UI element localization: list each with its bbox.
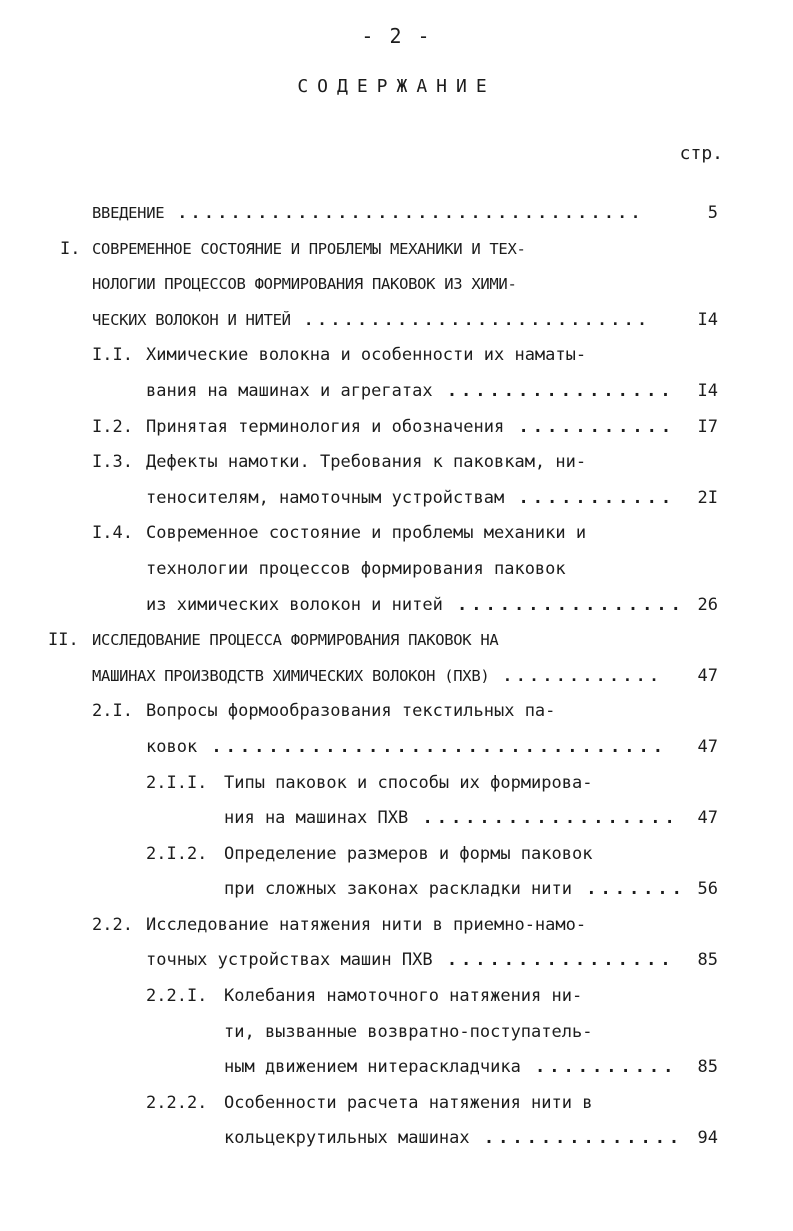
toc-entry-line xyxy=(0,445,793,481)
toc-entry-line xyxy=(0,1086,793,1122)
toc-entry-number: 2.I.I. xyxy=(146,772,208,793)
toc-entry-line xyxy=(0,196,793,232)
dot-leader: .............. xyxy=(469,1128,684,1149)
toc-entry-title: кольцекрутильных машинах xyxy=(224,1128,470,1149)
dot-leader: ........... xyxy=(504,487,676,508)
toc-entry-line xyxy=(0,481,793,517)
toc-entry-title: Вопросы формообразования текстильных па- xyxy=(146,701,556,722)
toc-entry-title: Исследование натяжения нити в приемно-намо- xyxy=(146,914,587,935)
toc-entry-line xyxy=(0,943,793,979)
toc-entry-title: теносителям, намоточным устройствам xyxy=(146,487,505,508)
dot-leader: ............ xyxy=(489,666,663,685)
toc-entry-title: СОВРЕМЕННОЕ СОСТОЯНИЕ И ПРОБЛЕМЫ МЕХАНИКИ И ТЕХ- xyxy=(92,239,526,258)
toc-entry-line xyxy=(0,1121,793,1157)
toc-entry-title: ВВЕДЕНИЕ xyxy=(92,204,165,222)
toc-entry-line xyxy=(0,659,793,695)
toc-entry-line xyxy=(0,872,793,908)
toc-entry-title: Дефекты намотки. Требования к паковкам, ни- xyxy=(146,452,587,473)
toc-entry-line xyxy=(0,837,793,873)
toc-entry-title: МАШИНАХ ПРОИЗВОДСТВ ХИМИЧЕСКИХ ВОЛОКОН (ПХВ) xyxy=(92,666,490,685)
toc-entry-page: 5 xyxy=(707,203,718,223)
toc-entry-page: I7 xyxy=(697,416,718,437)
toc-entry-page: 56 xyxy=(697,879,718,900)
toc-entry-number: 2.2.I. xyxy=(146,986,208,1007)
toc-entry-line xyxy=(0,730,793,766)
toc-entry-page: I4 xyxy=(697,380,718,401)
toc-entry-title: технологии процессов формирования паковок xyxy=(146,558,566,579)
toc-entry-page: 85 xyxy=(697,950,718,971)
toc-entry-line xyxy=(0,303,793,339)
toc-entry-number: II. xyxy=(48,630,79,651)
toc-entry-number: I.3. xyxy=(92,452,133,473)
dot-leader: ................ xyxy=(432,950,675,971)
toc-entry-page: 2I xyxy=(697,487,718,508)
toc-entry-title: Типы паковок и способы их формирова- xyxy=(224,772,593,793)
toc-entry-title: вания на машинах и агрегатах xyxy=(146,380,433,401)
toc-entry-title: при сложных законах раскладки нити xyxy=(224,879,572,900)
toc-entry-page: 47 xyxy=(697,736,718,757)
toc-entry-page: 26 xyxy=(697,594,718,615)
toc-entry-title: Колебания намоточного натяжения ни- xyxy=(224,986,583,1007)
toc-entry-page: I4 xyxy=(697,309,718,330)
dot-leader: ....... xyxy=(572,879,686,900)
toc-entry-number: 2.I.2. xyxy=(146,843,208,864)
toc-entry-line xyxy=(0,410,793,446)
toc-entry-number: 2.2. xyxy=(92,914,133,935)
toc-entry-page: 47 xyxy=(697,665,718,686)
dot-leader: .................. xyxy=(408,808,679,829)
toc-entry-number: I.2. xyxy=(92,416,133,437)
toc-entry-title: из химических волокон и нитей xyxy=(146,594,443,615)
toc-entry-title: Химические волокна и особенности их наматы- xyxy=(146,345,587,366)
page-column-label: стр. xyxy=(679,143,723,164)
toc-entry-line xyxy=(0,374,793,410)
toc-entry-line xyxy=(0,623,793,659)
toc-entry-line xyxy=(0,1050,793,1086)
toc-entry-title: ЧЕСКИХ ВОЛОКОН И НИТЕЙ xyxy=(92,310,291,329)
toc-entry-page: 47 xyxy=(697,808,718,829)
dot-leader: ................ xyxy=(432,380,675,401)
page-title: СОДЕРЖАНИЕ xyxy=(297,76,496,97)
toc-entry-line xyxy=(0,766,793,802)
toc-entry-line xyxy=(0,338,793,374)
dot-leader: .......... xyxy=(520,1057,678,1078)
toc-entry-line xyxy=(0,552,793,588)
toc-entry-title: ковок xyxy=(146,736,198,757)
toc-entry-page: 94 xyxy=(697,1128,718,1149)
toc-entry-number: I. xyxy=(60,238,81,259)
toc-entry-line xyxy=(0,979,793,1015)
toc-entry-title: Принятая терминология и обозначения xyxy=(146,416,505,437)
toc-entry-line xyxy=(0,588,793,624)
toc-entry-line xyxy=(0,516,793,552)
toc-entry-title: Современное состояние и проблемы механики и xyxy=(146,523,587,544)
toc-entry-title: ти, вызванные возвратно-поступатель- xyxy=(224,1021,593,1042)
toc-entry-line xyxy=(0,694,793,730)
toc-entry-title: ния на машинах ПХВ xyxy=(224,808,409,829)
toc-entry-number: I.I. xyxy=(92,345,133,366)
page-number: - 2 - xyxy=(361,24,432,48)
toc-entry-line xyxy=(0,232,793,268)
toc-entry-title: ИССЛЕДОВАНИЕ ПРОЦЕССА ФОРМИРОВАНИЯ ПАКОВОК НА xyxy=(92,631,499,650)
dot-leader: ................................ xyxy=(197,736,667,757)
toc-entry-title: Определение размеров и формы паковок xyxy=(224,843,593,864)
toc-entry-page: 85 xyxy=(697,1057,718,1078)
toc-entry-line xyxy=(0,1015,793,1051)
dot-leader: ................................... xyxy=(164,204,645,222)
toc-entry-title: точных устройствах машин ПХВ xyxy=(146,950,433,971)
dot-leader: .......................... xyxy=(290,310,651,329)
toc-entry-line xyxy=(0,267,793,303)
toc-entry-number: I.4. xyxy=(92,523,133,544)
toc-entry-title: НОЛОГИИ ПРОЦЕССОВ ФОРМИРОВАНИЯ ПАКОВОК ИЗ ХИМИ- xyxy=(92,275,517,294)
dot-leader: ................ xyxy=(442,594,685,615)
toc-entry-title: Особенности расчета натяжения нити в xyxy=(224,1092,593,1113)
dot-leader: ........... xyxy=(504,416,676,437)
toc-entry-line xyxy=(0,908,793,944)
toc-entry-number: 2.I. xyxy=(92,701,133,722)
toc-entry-number: 2.2.2. xyxy=(146,1092,208,1113)
toc-entry-line xyxy=(0,801,793,837)
toc-entry-title: ным движением нитераскладчика xyxy=(224,1057,521,1078)
table-of-contents xyxy=(0,196,793,1157)
